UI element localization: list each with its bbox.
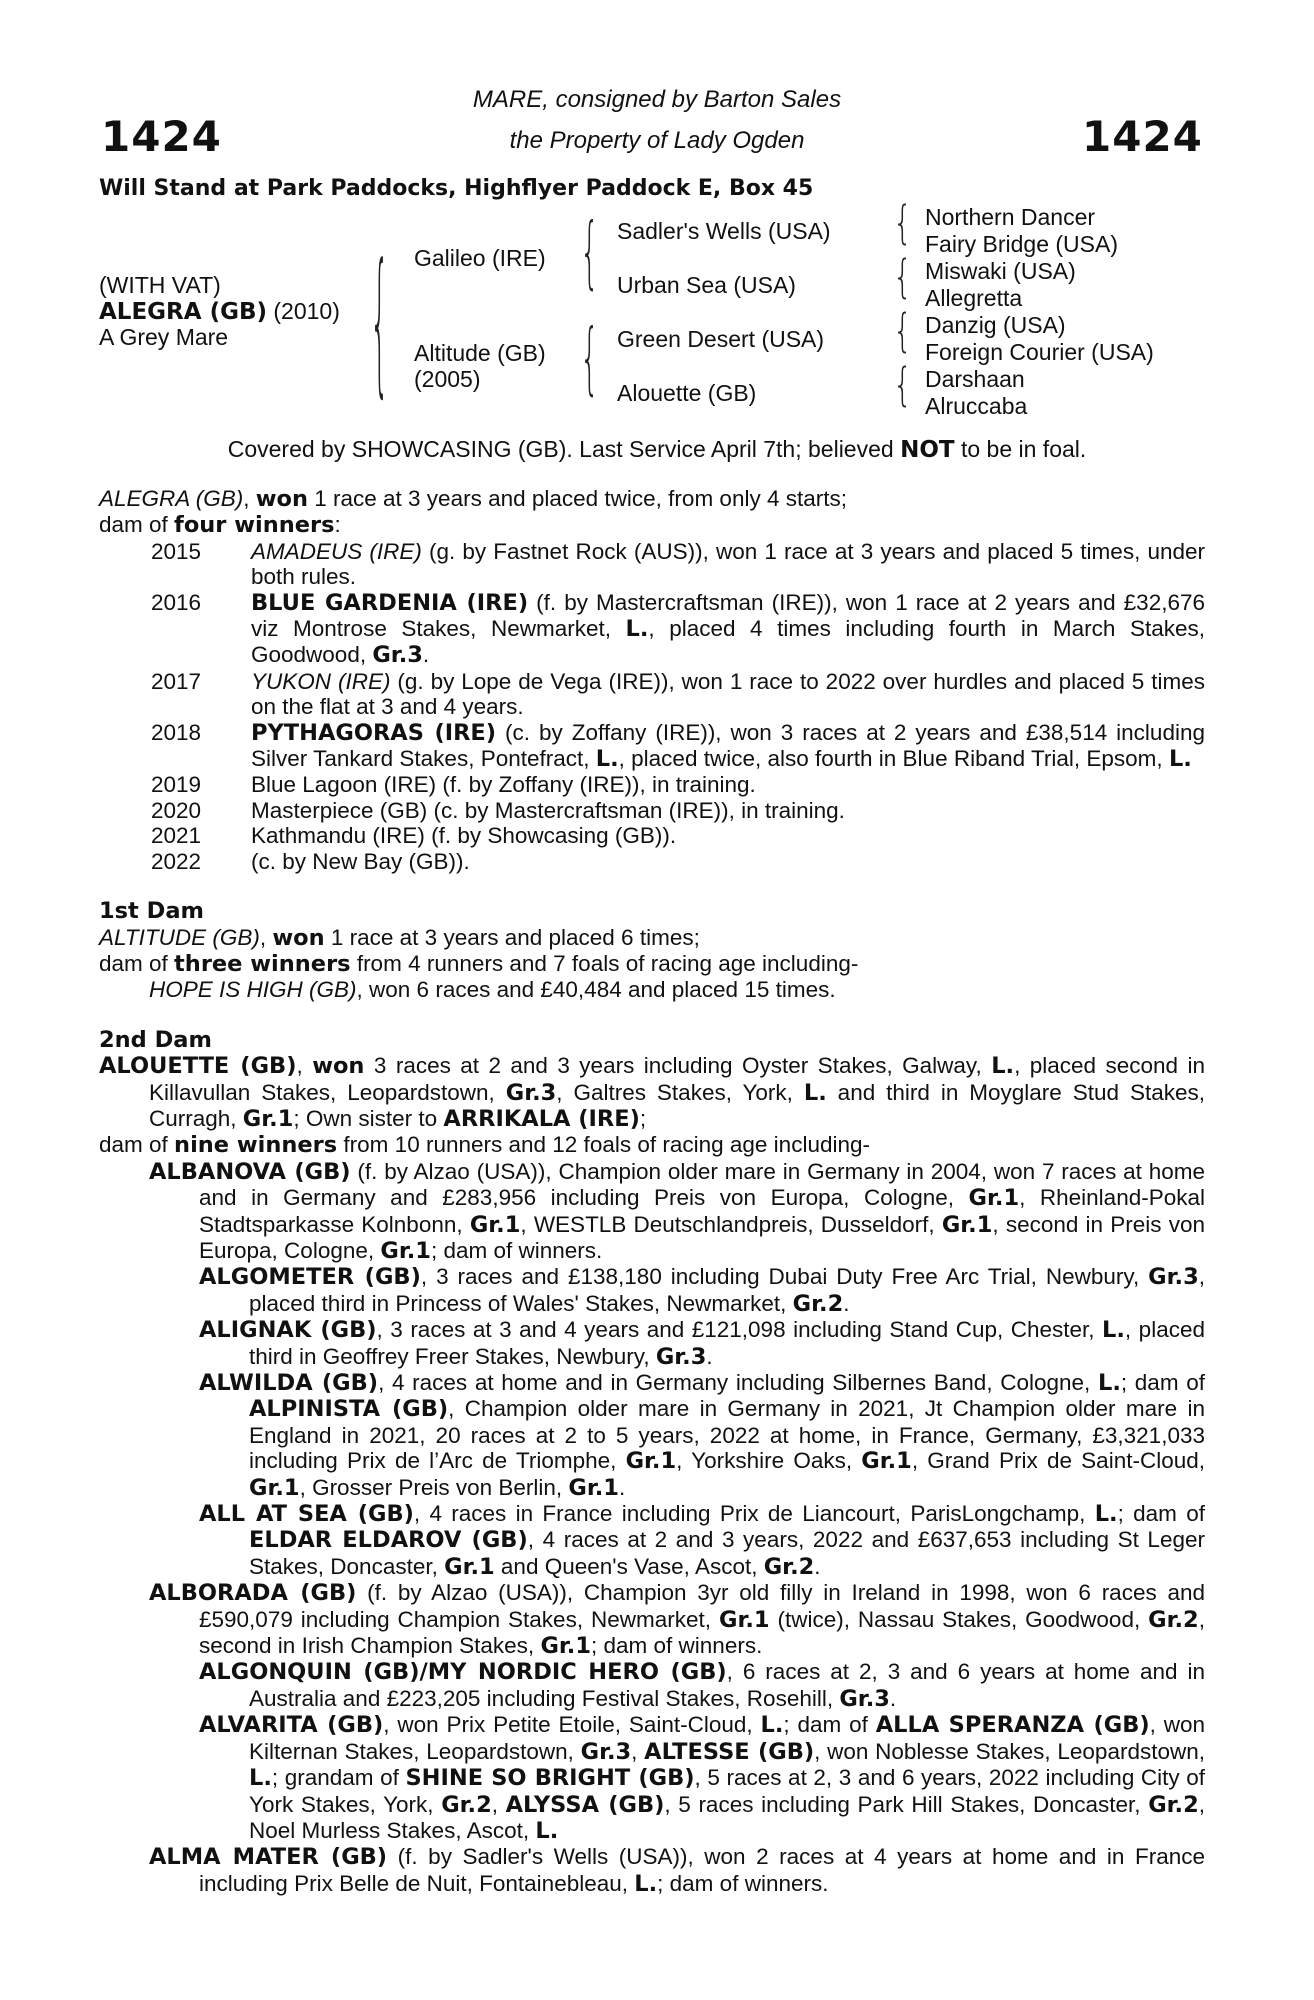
brace-main: { bbox=[370, 234, 390, 417]
brace-dd: { bbox=[893, 359, 913, 412]
produce-row: 2017 YUKON (IRE) (g. by Lope de Vega (IRE)), won 1 race to 2022 over hurdles and placed 5 times on the flat at 3 and 4 years. bbox=[151, 668, 1206, 720]
almamater-entry: ALMA MATER (GB) (f. by Sadler's Wells (USA)), won 2 races at 4 years at home and in France including Prix Belle de Nuit, Fontainebleau, L.; dam of winners. bbox=[149, 1844, 1205, 1897]
produce-row: 2022 (c. by New Bay (GB)). bbox=[151, 848, 470, 874]
alwilda-entry: ALWILDA (GB), 4 races at home and in Germany including Silbernes Band, Cologne, L.; dam of ALPINISTA (GB), Champion older mare in Germany in 2021, Jt Champion older mare in England in 2021, 20 races at 2 to 5 years, 2022 at home, in France, Germany, £3,321,033 including Prix de l’Arc de Triomphe, Gr.1, Yorkshire Oaks, Gr.1, Grand Prix de Saint-Cloud, Gr.1, Grosser Preis von Berlin, Gr.1. bbox=[199, 1370, 1205, 1501]
alborada-entry: ALBORADA (GB) (f. by Alzao (USA)), Champion 3yr old filly in Ireland in 1998, won 6 races and £590,079 including Champion Stakes, Newmarket, Gr.1 (twice), Nassau Stakes, Goodwood, Gr.2, second in Irish Champion Stakes, Gr.1; dam of winners. bbox=[149, 1580, 1205, 1660]
pedigree-sss: Northern Dancer bbox=[925, 204, 1096, 230]
albanova-entry: ALBANOVA (GB) (f. by Alzao (USA)), Champion older mare in Germany in 2004, won 7 races at home and in Germany and £283,956 including Preis von Europa, Cologne, Gr.1, Rheinland-Pokal Stadtsparkasse Kolnbonn, Gr.1, WESTLB Deutschlandpreis, Dusseldorf, Gr.1, second in Preis von Europa, Cologne, Gr.1; dam of winners. bbox=[149, 1158, 1205, 1264]
brace-ss: { bbox=[893, 197, 913, 250]
produce-row: 2020 Masterpiece (GB) (c. by Mastercraftsman (IRE)), in training. bbox=[151, 797, 845, 823]
pedigree-ddd: Alruccaba bbox=[925, 393, 1028, 419]
brace-sd: { bbox=[893, 251, 913, 304]
horse-dam-of: dam of four winners: bbox=[99, 512, 341, 539]
second-dam-heading: 2nd Dam bbox=[99, 1026, 212, 1053]
dam-year: (2005) bbox=[414, 366, 481, 392]
first-dam-of: dam of three winners from 4 runners and 7 foals of racing age including- bbox=[99, 950, 859, 977]
brace-sire: { bbox=[580, 208, 600, 300]
not-emphasis: NOT bbox=[900, 437, 955, 463]
property-line: the Property of Lady Ogden bbox=[509, 127, 805, 154]
pedigree-dds: Darshaan bbox=[925, 366, 1025, 392]
produce-row: 2018 PYTHAGORAS (IRE) (c. by Zoffany (IRE)), won 3 races at 2 years and £38,514 including Silver Tankard Stakes, Pontefract, L., placed twice, also fourth in Blue Riband Trial, Epsom, L. bbox=[151, 719, 1205, 773]
algometer-entry: ALGOMETER (GB), 3 races and £138,180 including Dubai Duty Free Arc Trial, Newbury, Gr.3, placed third in Princess of Wales' Stakes, Newmarket, Gr.2. bbox=[199, 1264, 1205, 1317]
dam-sire: Green Desert (USA) bbox=[617, 326, 825, 352]
brace-dam: { bbox=[580, 314, 600, 406]
alignak-entry: ALIGNAK (GB), 3 races at 3 and 4 years and £121,098 including Stand Cup, Chester, L., placed third in Geoffrey Freer Stakes, Newbury, Gr.3. bbox=[199, 1317, 1205, 1370]
second-dam-record: ALOUETTE (GB), won 3 races at 2 and 3 years including Oyster Stakes, Galway, L., placed second in Killavullan Stakes, Leopardstown, Gr.3, Galtres Stakes, York, L. and third in Moyglare Stud Stakes, Curragh, Gr.1; Own sister to ARRIKALA (IRE); bbox=[99, 1053, 1205, 1132]
sire: Galileo (IRE) bbox=[414, 245, 546, 271]
horse-description: A Grey Mare bbox=[99, 324, 229, 350]
produce-row: 2021 Kathmandu (IRE) (f. by Showcasing (GB)). bbox=[151, 823, 677, 849]
horse-name: ALEGRA (GB) bbox=[99, 299, 267, 325]
algonquin-entry: ALGONQUIN (GB)/MY NORDIC HERO (GB), 6 races at 2, 3 and 6 years at home and in Australia and £223,205 including Festival Stakes, Rosehill, Gr.3. bbox=[199, 1659, 1206, 1712]
dam-dam: Alouette (GB) bbox=[617, 380, 757, 406]
first-dam-record: ALTITUDE (GB), won 1 race at 3 years and placed 6 times; bbox=[99, 924, 700, 951]
produce-row: 2016 BLUE GARDENIA (IRE) (f. by Mastercraftsman (IRE)), won 1 race at 2 years and £32,676 viz Montrose Stakes, Newmarket, L., placed 4 times including fourth in March Stakes, Goodwood, Gr.3. bbox=[151, 589, 1206, 669]
alvarita-entry: ALVARITA (GB), won Prix Petite Etoile, Saint-Cloud, L.; dam of ALLA SPERANZA (GB), won Kilternan Stakes, Leopardstown, Gr.3, ALTESSE (GB), won Noblesse Stakes, Leopardstown, L.; grandam of SHINE SO BRIGHT (GB), 5 races at 2, 3 and 6 years, 2022 including City of York Stakes, York, Gr.2, ALYSSA (GB), 5 races including Park Hill Stakes, Doncaster, Gr.2, Noel Murless Stakes, Ascot, L. bbox=[199, 1712, 1206, 1844]
produce-row: 2019 Blue Lagoon (IRE) (f. by Zoffany (IRE)), in training. bbox=[151, 772, 756, 798]
dam: Altitude (GB) bbox=[414, 340, 546, 366]
pedigree-dsd: Foreign Courier (USA) bbox=[925, 339, 1154, 365]
sire-sire: Sadler's Wells (USA) bbox=[617, 218, 831, 244]
pedigree-sdd: Allegretta bbox=[925, 285, 1023, 311]
allatsea-entry: ALL AT SEA (GB), 4 races in France including Prix de Liancourt, ParisLongchamp, L.; dam of ELDAR ELDAROV (GB), 4 races at 2 and 3 years, 2022 and £637,653 including St Leger Stakes, Doncaster, Gr.1 and Queen's Vase, Ascot, Gr.2. bbox=[199, 1501, 1205, 1580]
catalogue-body bbox=[99, 486, 1205, 1897]
sire-dam: Urban Sea (USA) bbox=[617, 272, 796, 298]
pedigree-ssd: Fairy Bridge (USA) bbox=[925, 231, 1118, 257]
first-dam-heading: 1st Dam bbox=[99, 898, 204, 925]
consignor-line: MARE, consigned by Barton Sales bbox=[472, 86, 842, 113]
first-dam-child: HOPE IS HIGH (GB), won 6 races and £40,484 and placed 15 times. bbox=[149, 977, 836, 1003]
pedigree-dss: Danzig (USA) bbox=[925, 312, 1066, 338]
horse-record: ALEGRA (GB), won 1 race at 3 years and placed twice, from only 4 starts; bbox=[99, 486, 847, 512]
stand-location: Will Stand at Park Paddocks, Highflyer Paddock E, Box 45 bbox=[99, 176, 814, 201]
covering-note: Covered by SHOWCASING (GB). Last Service April 7th; believed NOT to be in foal. bbox=[227, 436, 1087, 463]
horse-year: (2010) bbox=[273, 298, 340, 324]
vat-note: (WITH VAT) bbox=[99, 272, 221, 298]
lot-number-right: 1424 bbox=[1082, 112, 1203, 161]
brace-ds: { bbox=[893, 305, 913, 358]
produce-row: 2015 AMADEUS (IRE) (g. by Fastnet Rock (AUS)), won 1 race at 3 years and placed 5 times, under both rules. bbox=[151, 538, 1205, 590]
lot-number-left: 1424 bbox=[101, 112, 222, 161]
pedigree-sds: Miswaki (USA) bbox=[925, 258, 1076, 284]
second-dam-of: dam of nine winners from 10 runners and 12 foals of racing age including- bbox=[99, 1132, 870, 1159]
horse-name-line bbox=[99, 298, 340, 325]
